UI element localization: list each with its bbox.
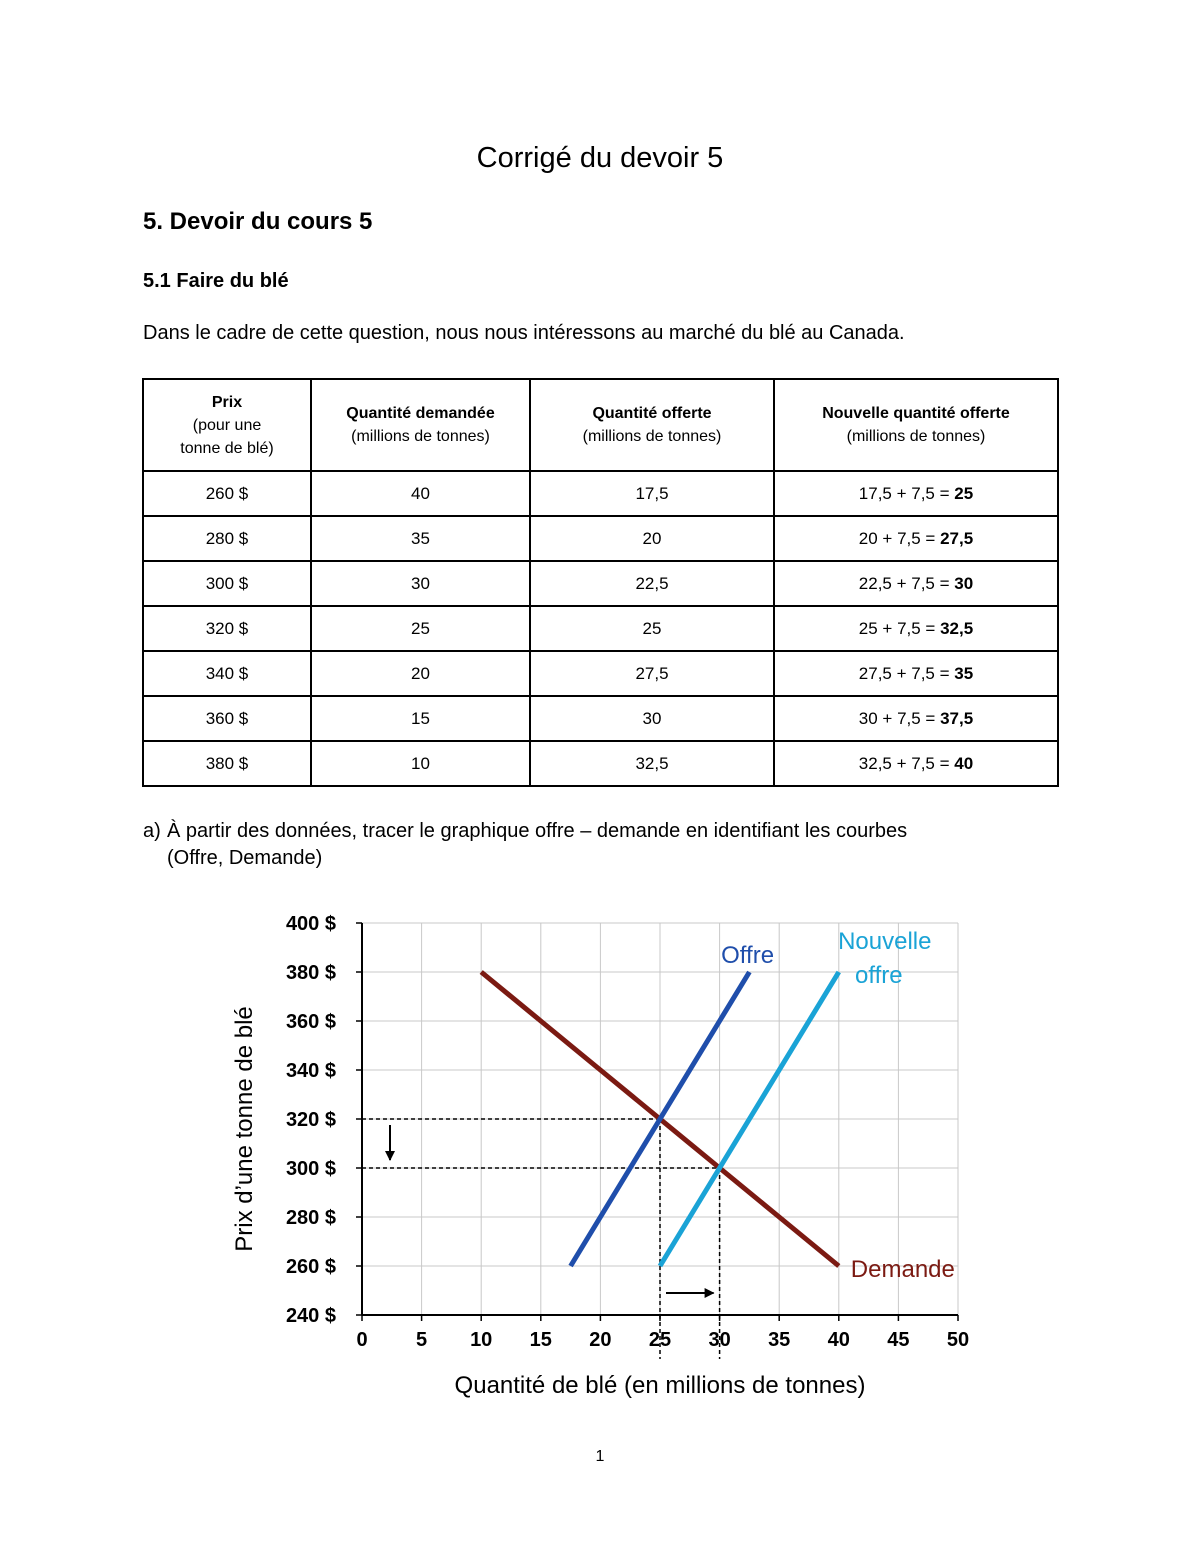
- x-axis-title: Quantité de blé (en millions de tonnes): [454, 1372, 866, 1399]
- cell-calc: 27,5 + 7,5 =: [858, 663, 955, 683]
- cell-new-supply: [774, 651, 1058, 696]
- x-tick-label: 0: [356, 1329, 368, 1351]
- y-tick-label: 260 $: [285, 1256, 336, 1278]
- x-tick-label: 5: [416, 1329, 428, 1351]
- cell-supply: 27,5: [530, 651, 774, 696]
- page-number: 1: [595, 1448, 605, 1465]
- cell-demand: 15: [311, 696, 530, 741]
- x-tick-label: 20: [589, 1329, 612, 1351]
- cell-new-supply: [774, 516, 1058, 561]
- cell-supply: 30: [530, 696, 774, 741]
- data-table: [142, 378, 1059, 787]
- table-row: [143, 471, 1058, 516]
- y-tick-label: 360 $: [285, 1011, 336, 1033]
- cell-supply: 20: [530, 516, 774, 561]
- cell-price: 260 $: [143, 471, 311, 516]
- new-supply-label-line2: offre: [855, 962, 903, 989]
- cell-price: 380 $: [143, 741, 311, 786]
- cell-calc: 25 + 7,5 =: [858, 618, 941, 638]
- supply-label: Offre: [721, 942, 775, 969]
- cell-supply: 32,5: [530, 741, 774, 786]
- table-header-row: [143, 379, 1058, 471]
- x-tick-label: 30: [708, 1329, 731, 1351]
- cell-price: 280 $: [143, 516, 311, 561]
- cell-result: 27,5: [940, 528, 974, 548]
- supply-demand-chart: [220, 895, 990, 1415]
- x-tick-label: 40: [827, 1329, 850, 1351]
- cell-result: 37,5: [940, 708, 974, 728]
- table-row: [143, 696, 1058, 741]
- x-tick-label: 50: [946, 1329, 970, 1351]
- cell-new-supply: [774, 606, 1058, 651]
- header-price: Prix (pour une tonne de blé): [143, 379, 311, 471]
- y-tick-label: 300 $: [285, 1158, 336, 1180]
- x-tick-label: 45: [887, 1329, 910, 1351]
- table-row: [143, 651, 1058, 696]
- cell-result: 35: [954, 663, 974, 683]
- x-tick-label: 15: [529, 1329, 552, 1351]
- x-tick-label: 10: [470, 1329, 493, 1351]
- table-row: [143, 561, 1058, 606]
- header-new-supply: Nouvelle quantité offerte (millions de tonnes): [774, 379, 1058, 471]
- cell-new-supply: [774, 561, 1058, 606]
- cell-demand: 30: [311, 561, 530, 606]
- table-row: [143, 516, 1058, 561]
- section-heading: 5. Devoir du cours 5: [143, 208, 373, 235]
- y-tick-label: 240 $: [285, 1305, 336, 1327]
- cell-demand: 40: [311, 471, 530, 516]
- cell-supply: 25: [530, 606, 774, 651]
- header-supply: Quantité offerte (millions de tonnes): [530, 379, 774, 471]
- cell-price: 360 $: [143, 696, 311, 741]
- page-title: Corrigé du devoir 5: [476, 142, 724, 174]
- cell-demand: 35: [311, 516, 530, 561]
- cell-new-supply: [774, 741, 1058, 786]
- y-tick-label: 320 $: [285, 1109, 336, 1131]
- cell-calc: 32,5 + 7,5 =: [858, 753, 955, 773]
- y-axis-title: Prix d’une tonne de blé: [231, 1006, 258, 1252]
- cell-supply: 17,5: [530, 471, 774, 516]
- demand-label: Demande: [850, 1256, 955, 1283]
- header-demand: Quantité demandée (millions de tonnes): [311, 379, 530, 471]
- question-a-label: a): [143, 820, 161, 842]
- cell-result: 30: [954, 573, 974, 593]
- table-row: [143, 606, 1058, 651]
- cell-calc: 17,5 + 7,5 =: [858, 483, 955, 503]
- cell-result: 25: [954, 483, 974, 503]
- cell-new-supply: [774, 471, 1058, 516]
- y-tick-label: 280 $: [285, 1207, 336, 1229]
- cell-result: 32,5: [940, 618, 974, 638]
- new-supply-label-line1: Nouvelle: [838, 928, 932, 955]
- intro-paragraph: Dans le cadre de cette question, nous nous intéressons au marché du blé au Canada.: [143, 322, 905, 344]
- table-row: [143, 741, 1058, 786]
- cell-result: 40: [954, 753, 974, 773]
- cell-demand: 20: [311, 651, 530, 696]
- cell-demand: 25: [311, 606, 530, 651]
- cell-calc: 22,5 + 7,5 =: [858, 573, 955, 593]
- question-a-line2: (Offre, Demande): [167, 847, 323, 869]
- y-tick-label: 380 $: [285, 962, 336, 984]
- cell-calc: 30 + 7,5 =: [858, 708, 941, 728]
- cell-price: 300 $: [143, 561, 311, 606]
- subsection-heading: 5.1 Faire du blé: [143, 270, 289, 292]
- y-tick-label: 400 $: [285, 913, 336, 935]
- cell-supply: 22,5: [530, 561, 774, 606]
- cell-new-supply: [774, 696, 1058, 741]
- x-tick-label: 25: [648, 1329, 672, 1351]
- cell-demand: 10: [311, 741, 530, 786]
- x-tick-label: 35: [768, 1329, 791, 1351]
- cell-price: 340 $: [143, 651, 311, 696]
- question-a: [143, 818, 1060, 872]
- cell-price: 320 $: [143, 606, 311, 651]
- y-tick-label: 340 $: [285, 1060, 336, 1082]
- cell-calc: 20 + 7,5 =: [858, 528, 941, 548]
- question-a-line1: À partir des données, tracer le graphique offre – demande en identifiant les courbes: [167, 820, 908, 842]
